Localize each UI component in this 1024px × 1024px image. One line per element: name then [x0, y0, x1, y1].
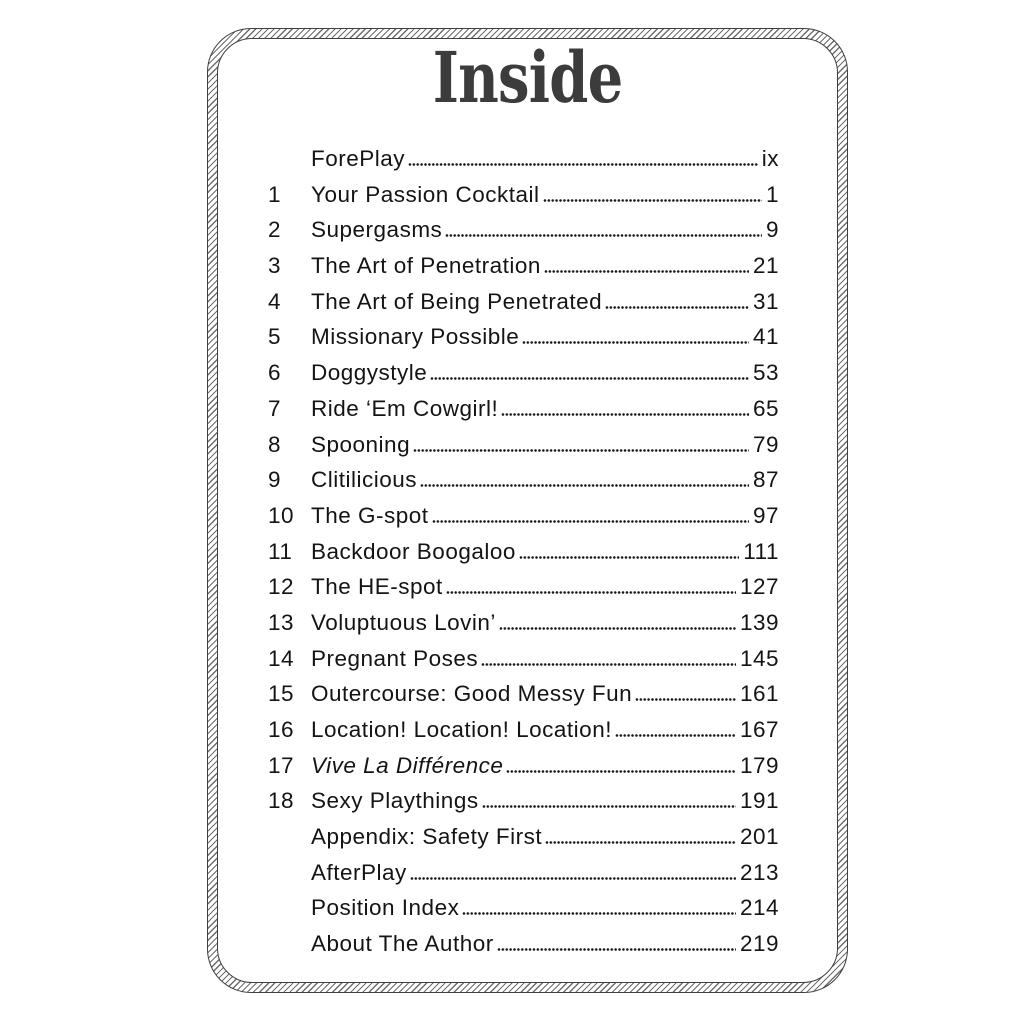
- chapter-title: ForePlay: [311, 146, 406, 171]
- chapter-number: 16: [268, 717, 295, 742]
- page-number: 179: [739, 752, 779, 778]
- page-title: [218, 38, 837, 119]
- dot-leader: [635, 698, 736, 701]
- toc-row: [268, 427, 779, 463]
- dot-leader: [497, 948, 736, 951]
- dot-leader: [413, 449, 749, 452]
- chapter-title: Missionary Possible: [311, 324, 520, 350]
- chapter-title: The Art of Penetration: [311, 253, 541, 279]
- dot-leader: [432, 520, 749, 523]
- chapter-number: 3: [268, 253, 282, 279]
- toc-row: [268, 855, 779, 891]
- page-number: 161: [739, 681, 779, 707]
- page-number: 213: [739, 859, 779, 885]
- toc-row: [268, 319, 779, 355]
- toc-row: [268, 890, 779, 926]
- chapter-number: 12: [268, 574, 295, 600]
- page-number: 87: [752, 467, 779, 493]
- chapter-number: 11: [268, 538, 293, 564]
- dot-leader: [605, 306, 749, 309]
- chapter-number: 4: [268, 288, 282, 314]
- toc-row: [268, 712, 779, 748]
- page-number: 9: [765, 217, 779, 243]
- page-number: 41: [752, 324, 779, 350]
- page-number: 79: [752, 431, 779, 457]
- chapter-number: 1: [268, 181, 282, 207]
- dot-leader: [544, 270, 749, 273]
- page-number: 65: [752, 395, 779, 421]
- chapter-title: Backdoor Boogaloo: [311, 538, 516, 564]
- dot-leader: [543, 199, 762, 202]
- toc-row: [268, 819, 779, 855]
- chapter-number: 17: [268, 752, 295, 778]
- page-number: 145: [739, 645, 779, 671]
- chapter-title: Outercourse: Good Messy Fun: [311, 681, 633, 707]
- chapter-title: Ride ‘Em Cowgirl!: [311, 395, 499, 421]
- dot-leader: [506, 770, 736, 773]
- toc-row: [268, 391, 779, 427]
- chapter-number: 15: [268, 681, 295, 707]
- page-number: 97: [752, 502, 779, 528]
- toc-list: [218, 141, 837, 962]
- toc-row: [268, 355, 779, 391]
- chapter-number: 6: [268, 360, 282, 386]
- chapter-number: 14: [268, 645, 295, 671]
- dot-leader: [481, 663, 736, 666]
- chapter-title: Vive La Différence: [311, 752, 504, 778]
- chapter-title: Doggystyle: [311, 360, 428, 386]
- page-number: 21: [752, 253, 779, 279]
- toc-row: [268, 605, 779, 641]
- chapter-number: 7: [268, 395, 282, 421]
- page-content: [217, 38, 838, 983]
- page-number: 127: [739, 574, 779, 600]
- dot-leader: [446, 591, 736, 594]
- chapter-number: 8: [268, 431, 282, 457]
- page-number: 214: [739, 895, 779, 921]
- chapter-title: Your Passion Cocktail: [311, 181, 540, 207]
- toc-row: [268, 141, 779, 177]
- dot-leader: [519, 556, 739, 559]
- page-number: 139: [739, 609, 779, 635]
- dot-leader: [430, 377, 749, 380]
- page-number: 201: [739, 824, 779, 850]
- dot-leader: [499, 627, 736, 630]
- chapter-title: The G-spot: [311, 502, 429, 528]
- chapter-number: 5: [268, 324, 282, 350]
- page-title-text: Inside: [432, 38, 623, 119]
- dot-leader: [545, 841, 736, 844]
- chapter-title: The Art of Being Penetrated: [311, 288, 603, 314]
- toc-row: [268, 462, 779, 498]
- page-number: 53: [752, 360, 779, 386]
- chapter-number: 2: [268, 217, 282, 243]
- dot-leader: [420, 484, 749, 487]
- chapter-title: AfterPlay: [311, 859, 407, 885]
- chapter-title: Supergasms: [311, 217, 443, 243]
- dot-leader: [462, 912, 736, 915]
- toc-row: [268, 676, 779, 712]
- chapter-number: 18: [268, 788, 295, 814]
- toc-row: [268, 248, 779, 284]
- toc-row: [268, 569, 779, 605]
- chapter-title: Sexy Playthings: [311, 788, 479, 814]
- chapter-title: Location! Location! Location!: [311, 717, 612, 742]
- toc-row: [268, 926, 779, 962]
- dot-leader: [445, 234, 762, 237]
- dot-leader: [501, 413, 749, 416]
- page-number: 219: [739, 931, 779, 957]
- page-number: 1: [765, 181, 779, 207]
- toc-row: [268, 498, 779, 534]
- chapter-title: Voluptuous Lovin’: [311, 609, 496, 635]
- page-number: 191: [739, 788, 779, 814]
- rope-border: [207, 28, 848, 993]
- chapter-number: 9: [268, 467, 282, 493]
- chapter-title: About The Author: [311, 931, 494, 957]
- page-number: 167: [739, 717, 779, 742]
- page-number: 31: [752, 288, 779, 314]
- chapter-number: 13: [268, 609, 295, 635]
- toc-row: [268, 748, 779, 784]
- chapter-title: Spooning: [311, 431, 411, 457]
- toc-row: [268, 641, 779, 677]
- chapter-number: 10: [268, 502, 295, 528]
- toc-row: [268, 177, 779, 213]
- chapter-title: The HE-spot: [311, 574, 443, 600]
- toc-row: [268, 212, 779, 248]
- dot-leader: [522, 341, 749, 344]
- toc-row: [268, 284, 779, 320]
- chapter-title: Clitilicious: [311, 467, 418, 493]
- toc-row: [268, 783, 779, 819]
- chapter-title: Position Index: [311, 895, 460, 921]
- toc-row: [268, 534, 779, 570]
- dot-leader: [410, 877, 736, 880]
- chapter-title: Pregnant Poses: [311, 645, 479, 671]
- dot-leader: [408, 163, 758, 166]
- page-number: 111: [743, 538, 779, 564]
- page-number: ix: [761, 146, 779, 171]
- chapter-title: Appendix: Safety First: [311, 824, 543, 850]
- dot-leader: [482, 805, 736, 808]
- dot-leader: [615, 734, 736, 737]
